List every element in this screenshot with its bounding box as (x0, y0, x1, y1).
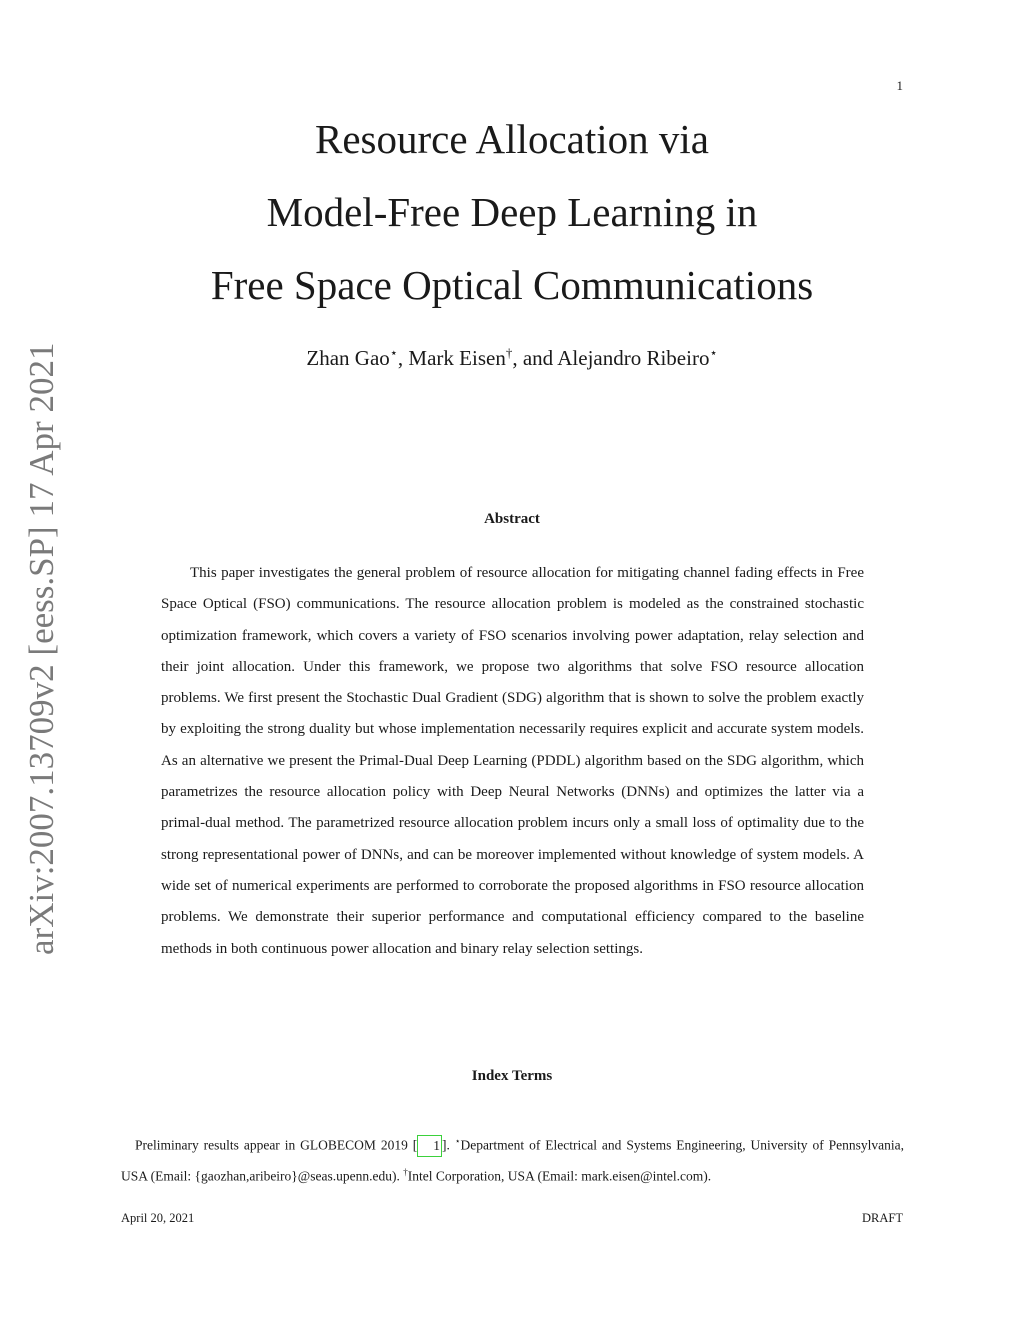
arxiv-stamp[interactable]: arXiv:2007.13709v2 [eess.SP] 17 Apr 2021 (22, 342, 61, 955)
page-number: 1 (896, 78, 903, 93)
author-mark: † (505, 345, 513, 360)
author-name: Mark Eisen (408, 346, 506, 370)
abstract-text: This paper investigates the general problem of resource allocation for mitigating channel fading effects in Free Space Optical (FSO) communications. The resource allocation problem is modeled as the constrained stochastic optimization framework, which covers a variety of FSO scenarios involving power adaptation, relay selection and their joint allocation. Under this framework, we propose two algorithms that solve FSO resource allocation problems. We first present the Stochastic Dual Gradient (SDG) algorithm that is shown to solve the problem exactly by exploiting the strong duality but whose implementation necessarily requires explicit and accurate system models. As an alternative we present the Primal-Dual Deep Learning (PDDL) algorithm based on the SDG algorithm, which parametrizes the resource allocation policy with Deep Neural Networks (DNNs) and optimizes the latter via a primal-dual method. The parametrized resource allocation problem incurs only a small loss of optimality due to the strong representational power of DNNs, and can be moreover implemented without knowledge of system models. A wide set of numerical experiments are performed to corroborate the proposed algorithms in FSO resource allocation problems. We demonstrate their superior performance and computational efficiency compared to the baseline methods in both continuous power allocation and binary relay selection settings. (161, 565, 864, 957)
footnote-affiliation: Department of Electrical and Systems Engineering, University of Pennsylvania, USA (Email: {gaozhan,aribeiro}@seas.upenn.edu). (121, 1137, 904, 1183)
abstract-heading: Abstract (484, 511, 540, 527)
footnote-after-citation: ]. (442, 1137, 455, 1153)
footer-date: April 20, 2021 (121, 1211, 195, 1225)
footnote (121, 1128, 904, 1189)
footer-status: DRAFT (862, 1211, 903, 1225)
footnote-affiliation: Intel Corporation, USA (Email: mark.eisen@intel.com). (407, 1168, 712, 1183)
footnote-prefix: Preliminary results appear in GLOBECOM 2019 [ (135, 1137, 418, 1153)
author-separator: , (397, 346, 409, 370)
author-mark: ⋆ (709, 345, 718, 360)
footnote-mark: † (403, 1166, 408, 1177)
title-line-2: Model-Free Deep Learning in (266, 189, 758, 235)
citation-link[interactable]: 1 (417, 1135, 442, 1157)
title-line-1: Resource Allocation via (315, 116, 709, 162)
index-terms-heading: Index Terms (471, 1068, 553, 1084)
author-name: Zhan Gao (306, 346, 390, 370)
footnote-mark: ⋆ (454, 1136, 461, 1146)
author-separator: , and (512, 346, 558, 370)
author-list (160, 338, 864, 373)
title-line-3: Free Space Optical Communications (210, 262, 814, 308)
author-name: Alejandro Ribeiro (557, 346, 710, 370)
author-mark: ⋆ (389, 345, 398, 360)
paper-title (160, 103, 864, 322)
